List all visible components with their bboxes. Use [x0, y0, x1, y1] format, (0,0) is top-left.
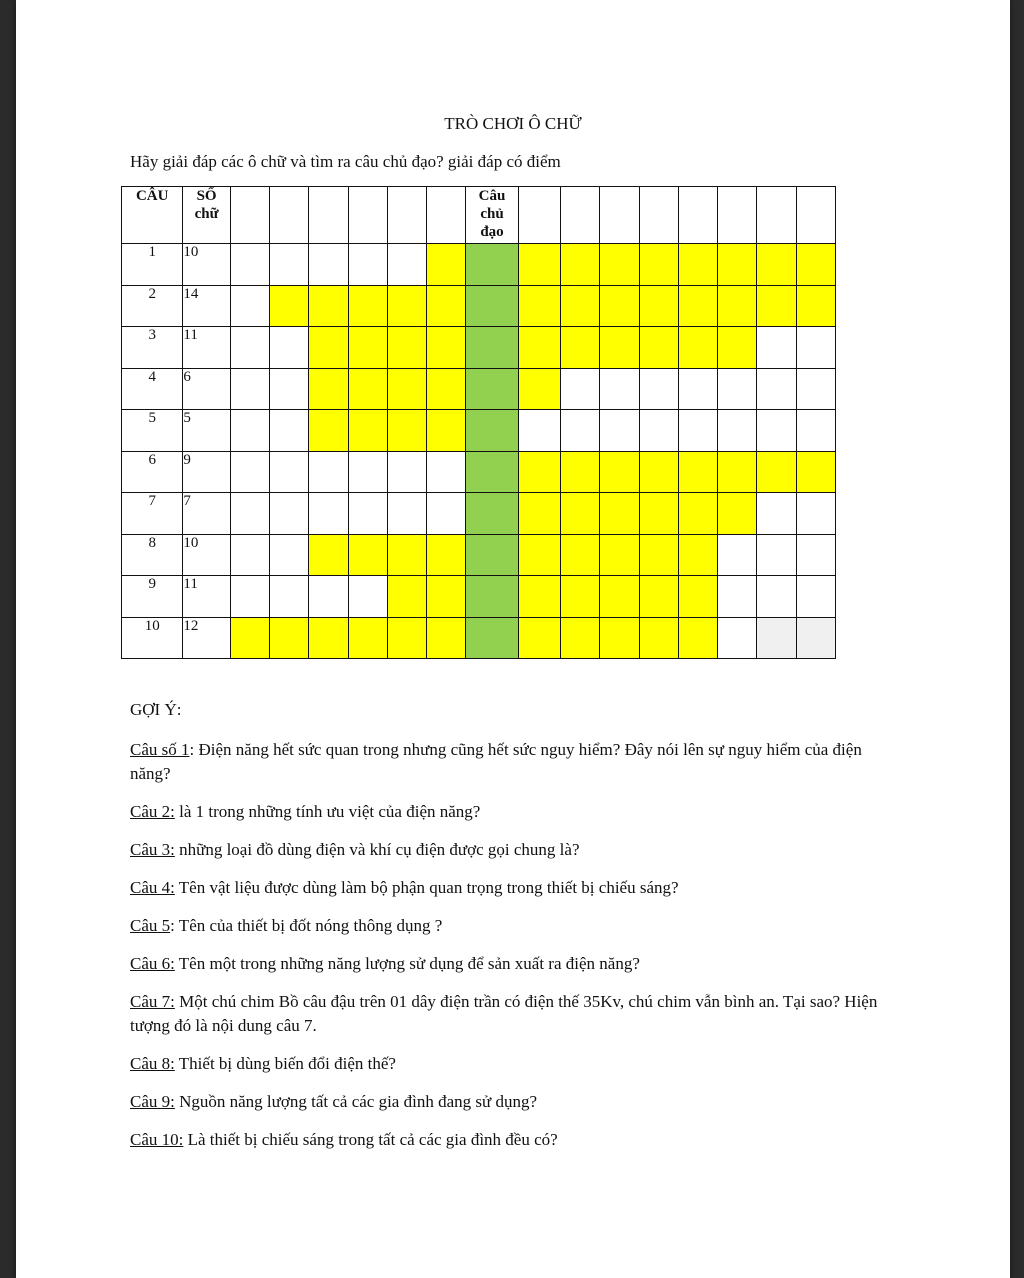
key-cell — [466, 576, 518, 618]
letter-count: 12 — [183, 617, 230, 659]
grid-row — [122, 327, 836, 369]
answer-cell — [387, 534, 426, 576]
grid-row — [122, 493, 836, 535]
empty-cell — [427, 493, 466, 535]
letter-count: 6 — [183, 368, 230, 410]
hint-label: Câu số 1 — [130, 740, 190, 759]
answer-cell — [560, 493, 599, 535]
empty-cell — [348, 576, 387, 618]
empty-cell — [757, 327, 796, 369]
answer-cell — [427, 368, 466, 410]
answer-cell — [518, 576, 560, 618]
answer-cell — [348, 285, 387, 327]
empty-cell — [387, 244, 426, 286]
answer-cell — [309, 410, 348, 452]
empty-cell — [348, 244, 387, 286]
header-cau: CÂU — [122, 187, 183, 244]
answer-cell — [796, 285, 835, 327]
answer-cell — [600, 534, 639, 576]
grid-row — [122, 617, 836, 659]
hint-label: Câu 5 — [130, 916, 171, 935]
letter-count: 11 — [183, 576, 230, 618]
letter-count: 9 — [183, 451, 230, 493]
letter-count: 5 — [183, 410, 230, 452]
hint-item — [130, 838, 900, 862]
grid-row — [122, 534, 836, 576]
answer-cell — [560, 244, 599, 286]
answer-cell — [600, 576, 639, 618]
hint-item — [130, 800, 900, 824]
empty-cell — [230, 285, 269, 327]
row-number: 6 — [122, 451, 183, 493]
answer-cell — [718, 451, 757, 493]
header-cell — [718, 187, 757, 244]
answer-cell — [639, 244, 678, 286]
empty-cell — [757, 576, 796, 618]
hint-text: : Tên của thiết bị đốt nóng thông dụng ? — [170, 916, 443, 935]
answer-cell — [639, 493, 678, 535]
answer-cell — [309, 368, 348, 410]
empty-cell — [387, 451, 426, 493]
hint-label: Câu 4: — [130, 878, 175, 897]
answer-cell — [678, 534, 717, 576]
answer-cell — [309, 617, 348, 659]
answer-cell — [639, 327, 678, 369]
row-number: 8 — [122, 534, 183, 576]
hint-item — [130, 914, 900, 938]
header-cell — [309, 187, 348, 244]
key-cell — [466, 534, 518, 576]
row-number: 4 — [122, 368, 183, 410]
empty-cell — [796, 534, 835, 576]
answer-cell — [427, 285, 466, 327]
empty-cell — [230, 244, 269, 286]
header-cell — [348, 187, 387, 244]
answer-cell — [639, 451, 678, 493]
empty-cell — [718, 576, 757, 618]
hint-text: Nguồn năng lượng tất cả các gia đình đang sử dụng? — [174, 1092, 537, 1111]
hint-item — [130, 876, 900, 900]
empty-cell — [560, 368, 599, 410]
hint-label: Câu 7: — [130, 992, 175, 1011]
answer-cell — [757, 451, 796, 493]
key-cell — [466, 244, 518, 286]
empty-cell — [678, 410, 717, 452]
shaded-cell — [796, 617, 835, 659]
empty-cell — [560, 410, 599, 452]
answer-cell — [427, 327, 466, 369]
answer-cell — [270, 285, 309, 327]
header-cell — [600, 187, 639, 244]
key-cell — [466, 617, 518, 659]
empty-cell — [796, 410, 835, 452]
answer-cell — [600, 244, 639, 286]
hints-heading: GỢI Ý: — [130, 700, 182, 719]
answer-cell — [309, 327, 348, 369]
empty-cell — [757, 534, 796, 576]
grid-row — [122, 576, 836, 618]
shaded-cell — [757, 617, 796, 659]
answer-cell — [560, 534, 599, 576]
header-cell — [270, 187, 309, 244]
hint-item — [130, 738, 900, 786]
row-number: 5 — [122, 410, 183, 452]
answer-cell — [718, 285, 757, 327]
grid-row — [122, 244, 836, 286]
empty-cell — [639, 410, 678, 452]
empty-cell — [718, 534, 757, 576]
header-cell — [796, 187, 835, 244]
answer-cell — [639, 576, 678, 618]
hint-item — [130, 952, 900, 976]
answer-cell — [518, 368, 560, 410]
letter-count: 10 — [183, 534, 230, 576]
empty-cell — [270, 534, 309, 576]
answer-cell — [348, 410, 387, 452]
answer-cell — [560, 451, 599, 493]
answer-cell — [518, 285, 560, 327]
header-cell — [427, 187, 466, 244]
answer-cell — [309, 285, 348, 327]
empty-cell — [270, 576, 309, 618]
empty-cell — [600, 368, 639, 410]
answer-cell — [518, 493, 560, 535]
empty-cell — [270, 451, 309, 493]
hint-list — [130, 738, 900, 1152]
answer-cell — [718, 493, 757, 535]
hint-text: : Điện năng hết sức quan trong nhưng cũng hết sức nguy hiểm? Đây nói lên sự nguy hiểm của điện năng? — [130, 740, 862, 783]
empty-cell — [600, 410, 639, 452]
empty-cell — [718, 617, 757, 659]
empty-cell — [678, 368, 717, 410]
header-key-column: Câu chủ đạo — [466, 187, 518, 244]
hint-text: Thiết bị dùng biến đổi điện thế? — [174, 1054, 396, 1073]
key-cell — [466, 493, 518, 535]
hint-item — [130, 1052, 900, 1076]
empty-cell — [230, 451, 269, 493]
hint-label: Câu 10: — [130, 1130, 184, 1149]
answer-cell — [518, 327, 560, 369]
answer-cell — [560, 576, 599, 618]
key-cell — [466, 285, 518, 327]
header-cell — [678, 187, 717, 244]
hint-text: Tên một trong những năng lượng sử dụng để sản xuất ra điện năng? — [174, 954, 640, 973]
key-cell — [466, 327, 518, 369]
answer-cell — [718, 244, 757, 286]
hint-label: Câu 3: — [130, 840, 175, 859]
answer-cell — [387, 285, 426, 327]
hint-item — [130, 990, 900, 1038]
answer-cell — [348, 534, 387, 576]
hints-section — [130, 700, 900, 1166]
answer-cell — [230, 617, 269, 659]
grid-row — [122, 410, 836, 452]
empty-cell — [796, 368, 835, 410]
answer-cell — [757, 244, 796, 286]
answer-cell — [309, 534, 348, 576]
grid-header-row — [122, 187, 836, 244]
empty-cell — [270, 244, 309, 286]
empty-cell — [270, 368, 309, 410]
letter-count: 10 — [183, 244, 230, 286]
answer-cell — [518, 244, 560, 286]
letter-count: 14 — [183, 285, 230, 327]
hint-label: Câu 8: — [130, 1054, 175, 1073]
answer-cell — [757, 285, 796, 327]
hint-label: Câu 2: — [130, 802, 175, 821]
answer-cell — [639, 617, 678, 659]
row-number: 10 — [122, 617, 183, 659]
answer-cell — [518, 534, 560, 576]
empty-cell — [230, 576, 269, 618]
answer-cell — [427, 617, 466, 659]
hint-item — [130, 1090, 900, 1114]
empty-cell — [309, 576, 348, 618]
answer-cell — [348, 368, 387, 410]
header-cell — [757, 187, 796, 244]
row-number: 7 — [122, 493, 183, 535]
empty-cell — [718, 368, 757, 410]
hint-text: là 1 trong những tính ưu việt của điện năng? — [174, 802, 481, 821]
answer-cell — [600, 285, 639, 327]
answer-cell — [348, 617, 387, 659]
answer-cell — [427, 410, 466, 452]
answer-cell — [387, 327, 426, 369]
page-title: TRÒ CHƠI Ô CHỮ — [444, 114, 582, 133]
empty-cell — [230, 368, 269, 410]
header-cell — [518, 187, 560, 244]
answer-cell — [678, 285, 717, 327]
answer-cell — [427, 244, 466, 286]
row-number: 3 — [122, 327, 183, 369]
answer-cell — [796, 451, 835, 493]
answer-cell — [387, 368, 426, 410]
empty-cell — [796, 493, 835, 535]
answer-cell — [678, 451, 717, 493]
answer-cell — [678, 493, 717, 535]
answer-cell — [678, 617, 717, 659]
empty-cell — [230, 410, 269, 452]
answer-cell — [718, 327, 757, 369]
key-cell — [466, 451, 518, 493]
answer-cell — [387, 576, 426, 618]
answer-cell — [387, 617, 426, 659]
answer-cell — [270, 617, 309, 659]
empty-cell — [427, 451, 466, 493]
row-number: 1 — [122, 244, 183, 286]
header-cell — [639, 187, 678, 244]
answer-cell — [600, 617, 639, 659]
empty-cell — [348, 493, 387, 535]
answer-cell — [427, 576, 466, 618]
empty-cell — [639, 368, 678, 410]
empty-cell — [348, 451, 387, 493]
empty-cell — [518, 410, 560, 452]
document-page — [16, 0, 1010, 1278]
grid-row — [122, 285, 836, 327]
header-cell — [560, 187, 599, 244]
answer-cell — [560, 285, 599, 327]
answer-cell — [678, 327, 717, 369]
answer-cell — [600, 451, 639, 493]
answer-cell — [600, 327, 639, 369]
answer-cell — [427, 534, 466, 576]
hint-text: Là thiết bị chiếu sáng trong tất cả các gia đình đều có? — [183, 1130, 558, 1149]
hint-text: Tên vật liệu được dùng làm bộ phận quan trọng trong thiết bị chiếu sáng? — [174, 878, 679, 897]
answer-cell — [639, 285, 678, 327]
crossword-grid — [121, 186, 836, 659]
key-cell — [466, 410, 518, 452]
empty-cell — [796, 576, 835, 618]
letter-count: 7 — [183, 493, 230, 535]
grid-row — [122, 368, 836, 410]
empty-cell — [270, 327, 309, 369]
empty-cell — [309, 493, 348, 535]
empty-cell — [757, 493, 796, 535]
answer-cell — [560, 617, 599, 659]
answer-cell — [387, 410, 426, 452]
empty-cell — [309, 244, 348, 286]
answer-cell — [518, 617, 560, 659]
answer-cell — [560, 327, 599, 369]
letter-count: 11 — [183, 327, 230, 369]
answer-cell — [678, 244, 717, 286]
answer-cell — [348, 327, 387, 369]
hint-label: Câu 6: — [130, 954, 175, 973]
grid-row — [122, 451, 836, 493]
header-so-chu: SỐ chữ — [183, 187, 230, 244]
empty-cell — [387, 493, 426, 535]
empty-cell — [270, 493, 309, 535]
key-cell — [466, 368, 518, 410]
hint-text: những loại đồ dùng điện và khí cụ điện được gọi chung là? — [174, 840, 580, 859]
empty-cell — [230, 534, 269, 576]
answer-cell — [518, 451, 560, 493]
row-number: 2 — [122, 285, 183, 327]
hint-item — [130, 1128, 900, 1152]
row-number: 9 — [122, 576, 183, 618]
empty-cell — [309, 451, 348, 493]
answer-cell — [796, 244, 835, 286]
header-cell — [230, 187, 269, 244]
empty-cell — [757, 368, 796, 410]
empty-cell — [718, 410, 757, 452]
answer-cell — [600, 493, 639, 535]
hint-label: Câu 9: — [130, 1092, 175, 1111]
empty-cell — [796, 327, 835, 369]
answer-cell — [639, 534, 678, 576]
answer-cell — [678, 576, 717, 618]
empty-cell — [270, 410, 309, 452]
empty-cell — [230, 493, 269, 535]
empty-cell — [757, 410, 796, 452]
header-cell — [387, 187, 426, 244]
intro-text: Hãy giải đáp các ô chữ và tìm ra câu chủ đạo? giải đáp có điểm — [130, 152, 561, 171]
hint-text: Một chú chim Bồ câu đậu trên 01 dây điện trần có điện thế 35Kv, chú chim vẫn bình an. Tại sao? Hiện tượng đó là nội dung câu 7. — [130, 992, 878, 1035]
empty-cell — [230, 327, 269, 369]
